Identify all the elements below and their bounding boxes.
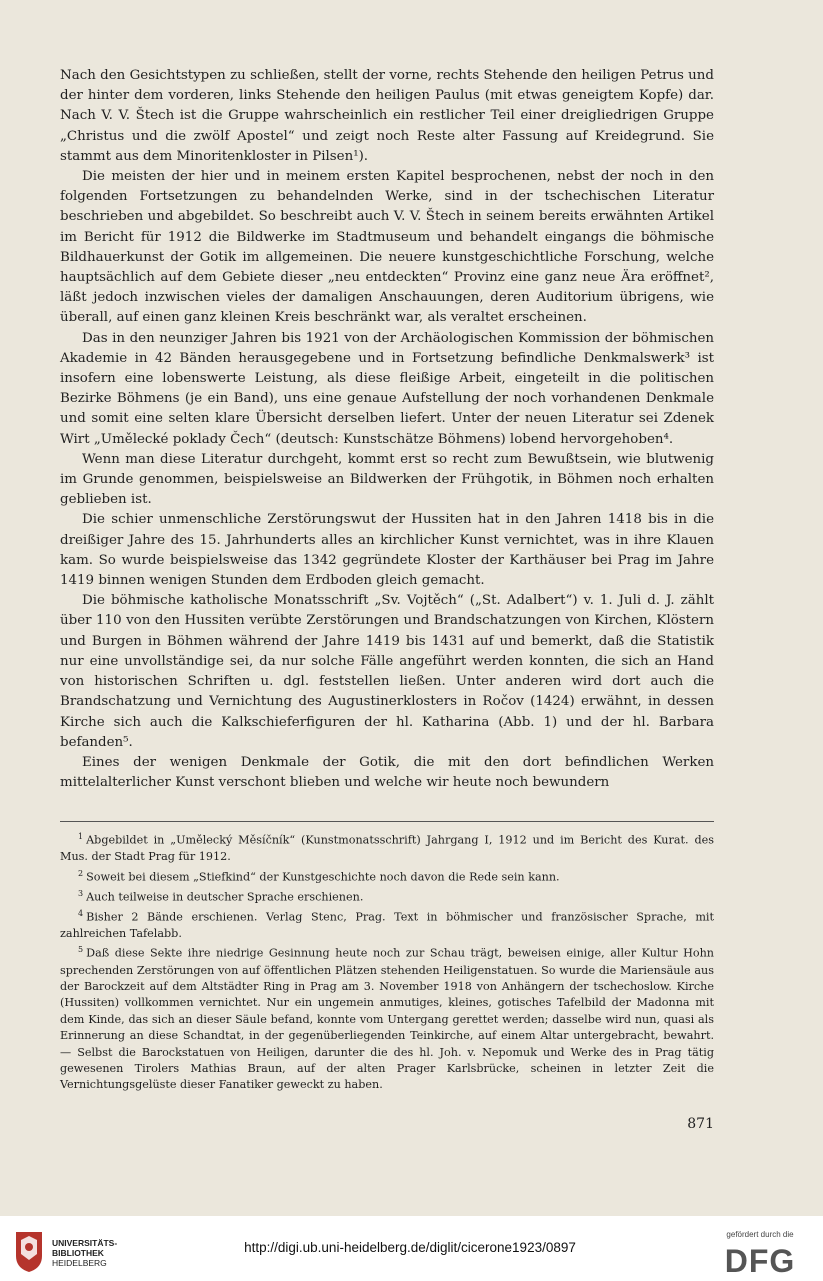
paragraph-2: Die meisten der hier und in meinem ersten Kapitel besprochenen, nebst der noch in den folgenden Fortsetzungen zu behandelnden Werke, sind in der tschechischen Literatur beschrieben und abgebildet. So beschreibt auch V. V. Štech in seinem bereits erwähnten Artikel im Bericht für 1912 die Bildwerke im Stadtmuseum und behandelt eingangs die böhmische Bildhauerkunst der Gotik im allgemeinen. Die neuere kunstgeschichtliche Forschung, welche hauptsächlich auf dem Gebiete dieser „neu entdeckten“ Provinz eine ganz neue Ära eröffnet², läßt jedoch inzwischen vieles der damaligen Anschauungen, deren Auditorium übrigens, wie überall, auf einen ganz kleinen Kreis beschränkt war, als veraltet erscheinen. bbox=[60, 169, 714, 326]
footnote-4 bbox=[60, 906, 714, 943]
library-name: UNIVERSITÄTS- BIBLIOTHEK HEIDELBERG bbox=[52, 1238, 118, 1268]
footnote-1 bbox=[60, 829, 714, 866]
dfg-logo-icon bbox=[712, 1244, 808, 1276]
footnote-number: 5 bbox=[78, 945, 84, 955]
paragraph-6: Die böhmische katholische Monatsschrift „Sv. Vojtěch“ („St. Adalbert“) v. 1. Juli d. J. zählt über 110 von den Hussiten verübte Zerstörungen und Brandschatzungen von Kirchen, Klöstern und Burgen in Böhmen während der Jahre 1419 bis 1431 auf und bemerkt, daß die Statistik nur eine unvollständige sei, da nur solche Fälle angeführt werden konnten, die sich an Hand von historischen Schriften u. dgl. feststellen ließen. Unter anderen wird dort auch die Brandschatzung und Vernichtung des Augustinerklosters in Ročov (1424) erwähnt, in dessen Kirche sich auch die Kalkschieferfiguren der hl. Katharina (Abb. 1) und der hl. Barbara befanden⁵. bbox=[60, 593, 714, 750]
funding-text: gefördert durch die bbox=[726, 1230, 794, 1239]
footnotes bbox=[60, 829, 714, 1094]
footnote-rule bbox=[60, 821, 714, 822]
footnote-text: Auch teilweise in deutscher Sprache erschienen. bbox=[86, 890, 364, 904]
paragraph-4: Wenn man diese Literatur durchgeht, kommt erst so recht zum Bewußtsein, wie blutwenig im Grunde genommen, beispielsweise an Bildwerken der Frühgotik, in Böhmen noch erhalten geblieben ist. bbox=[60, 451, 714, 508]
body-text bbox=[60, 66, 714, 793]
footnote-number: 3 bbox=[78, 888, 84, 898]
paragraph-5: Die schier unmenschliche Zerstörungswut der Hussiten hat in den Jahren 1418 bis in die dreißiger Jahre des 15. Jahrhunderts alles an kirchlicher Kunst vernichtet, was in ihre Klauen kam. So wurde beispielsweise das 1342 gegründete Kloster der Karthäuser bei Prag im Jahre 1419 binnen wenigen Stunden dem Erdboden gleich gemacht. bbox=[60, 512, 714, 589]
footnote-text: Abgebildet in „Umělecký Měsíčník“ (Kunstmonatsschrift) Jahrgang I, 1912 und im Bericht des Kurat. des Mus. der Stadt Prag für 1912. bbox=[60, 833, 714, 864]
footnote-text: Bisher 2 Bände erschienen. Verlag Stenc, Prag. Text in böhmischer und französischer Sprache, mit zahlreichen Tafelabb. bbox=[60, 910, 714, 940]
footnote-5 bbox=[60, 942, 714, 1093]
footnote-text: Soweit bei diesem „Stiefkind“ der Kunstgeschichte noch davon die Rede sein kann. bbox=[86, 870, 560, 884]
footnote-2 bbox=[60, 866, 714, 886]
footnote-3 bbox=[60, 886, 714, 906]
source-url-link[interactable]: http://digi.ub.uni-heidelberg.de/diglit/cicerone1923/0897 bbox=[244, 1240, 576, 1255]
footnote-text: Daß diese Sekte ihre niedrige Gesinnung heute noch zur Schau trägt, beweisen einige, aller Kultur Hohn sprechenden Zerstörungen von auf öffentlichen Plätzen stehenden Heiligenstatuen. So wurde die Mariensäule aus der Barockzeit auf dem Altstädter Ring in Prag am 3. November 1918 von Anhängern der tschechoslow. Kirche (Hussiten) vollkommen vernichtet. Nur ein ungemein anmutiges, kleines, gotisches Tafelbild der Madonna mit dem Kinde, das sich an dieser Säule befand, konnte vom Untergang gerettet werden; dasselbe wird nun, quasi als Erinnerung an diese Schandtat, in der gegenüberliegenden Teinkirche, auf einem Altar untergebracht, bewahrt. — Selbst die Barockstatuen von Heiligen, darunter die des hl. Joh. v. Nepomuk und Werke des in Prag tätig gewesenen Tirolers Mathias Braun, auf der alten Prager Karlsbrücke, scheinen in letzter Zeit die Vernichtungsgelüste dieser Fanatiker geweckt zu haben. bbox=[60, 947, 714, 1092]
university-seal-icon bbox=[12, 1230, 46, 1274]
page-number: 871 bbox=[687, 1116, 714, 1132]
dfg-logo-text: DFG bbox=[724, 1244, 796, 1276]
footnote-number: 4 bbox=[78, 908, 84, 918]
footnote-number: 1 bbox=[78, 832, 84, 841]
paragraph-3: Das in den neunziger Jahren bis 1921 von der Archäologischen Kommission der böhmischen Akademie in 42 Bänden herausgegebene und in Fortsetzung befindliche Denkmalswerk³ ist insofern eine lobenswerte Leistung, als diese fleißige Arbeit, eingeteilt in die politischen Bezirke Böhmens (je ein Band), uns eine genaue Aufstellung der noch vorhandenen Denkmale und somit eine selten klare Übersicht derselben liefert. Unter der neuen Literatur sei Zdenek Wirt „Umělecké poklady Čech“ (deutsch: Kunstschätze Böhmens) lobend hervorgehoben⁴. bbox=[60, 330, 714, 447]
paragraph-1: Nach den Gesichtstypen zu schließen, stellt der vorne, rechts Stehende den heiligen Petrus und der hinter dem vorderen, links Stehende den heiligen Paulus (mit etwas geneigtem Kopfe) dar. Nach V. V. Štech ist die Gruppe wahrscheinlich ein restlicher Teil einer dreigliedrigen Gruppe „Christus und die zwölf Apostel“ und zeigt noch Reste alter Fassung auf Kreidegrund. Sie stammt aus dem Minoritenkloster in Pilsen¹). bbox=[60, 68, 714, 164]
library-footer bbox=[0, 1216, 823, 1281]
footnote-number: 2 bbox=[78, 868, 84, 878]
paragraph-7: Eines der wenigen Denkmale der Gotik, die mit den dort befindlichen Werken mittelalterlicher Kunst verschont blieben und welche wir heute noch bewundern bbox=[60, 754, 714, 791]
